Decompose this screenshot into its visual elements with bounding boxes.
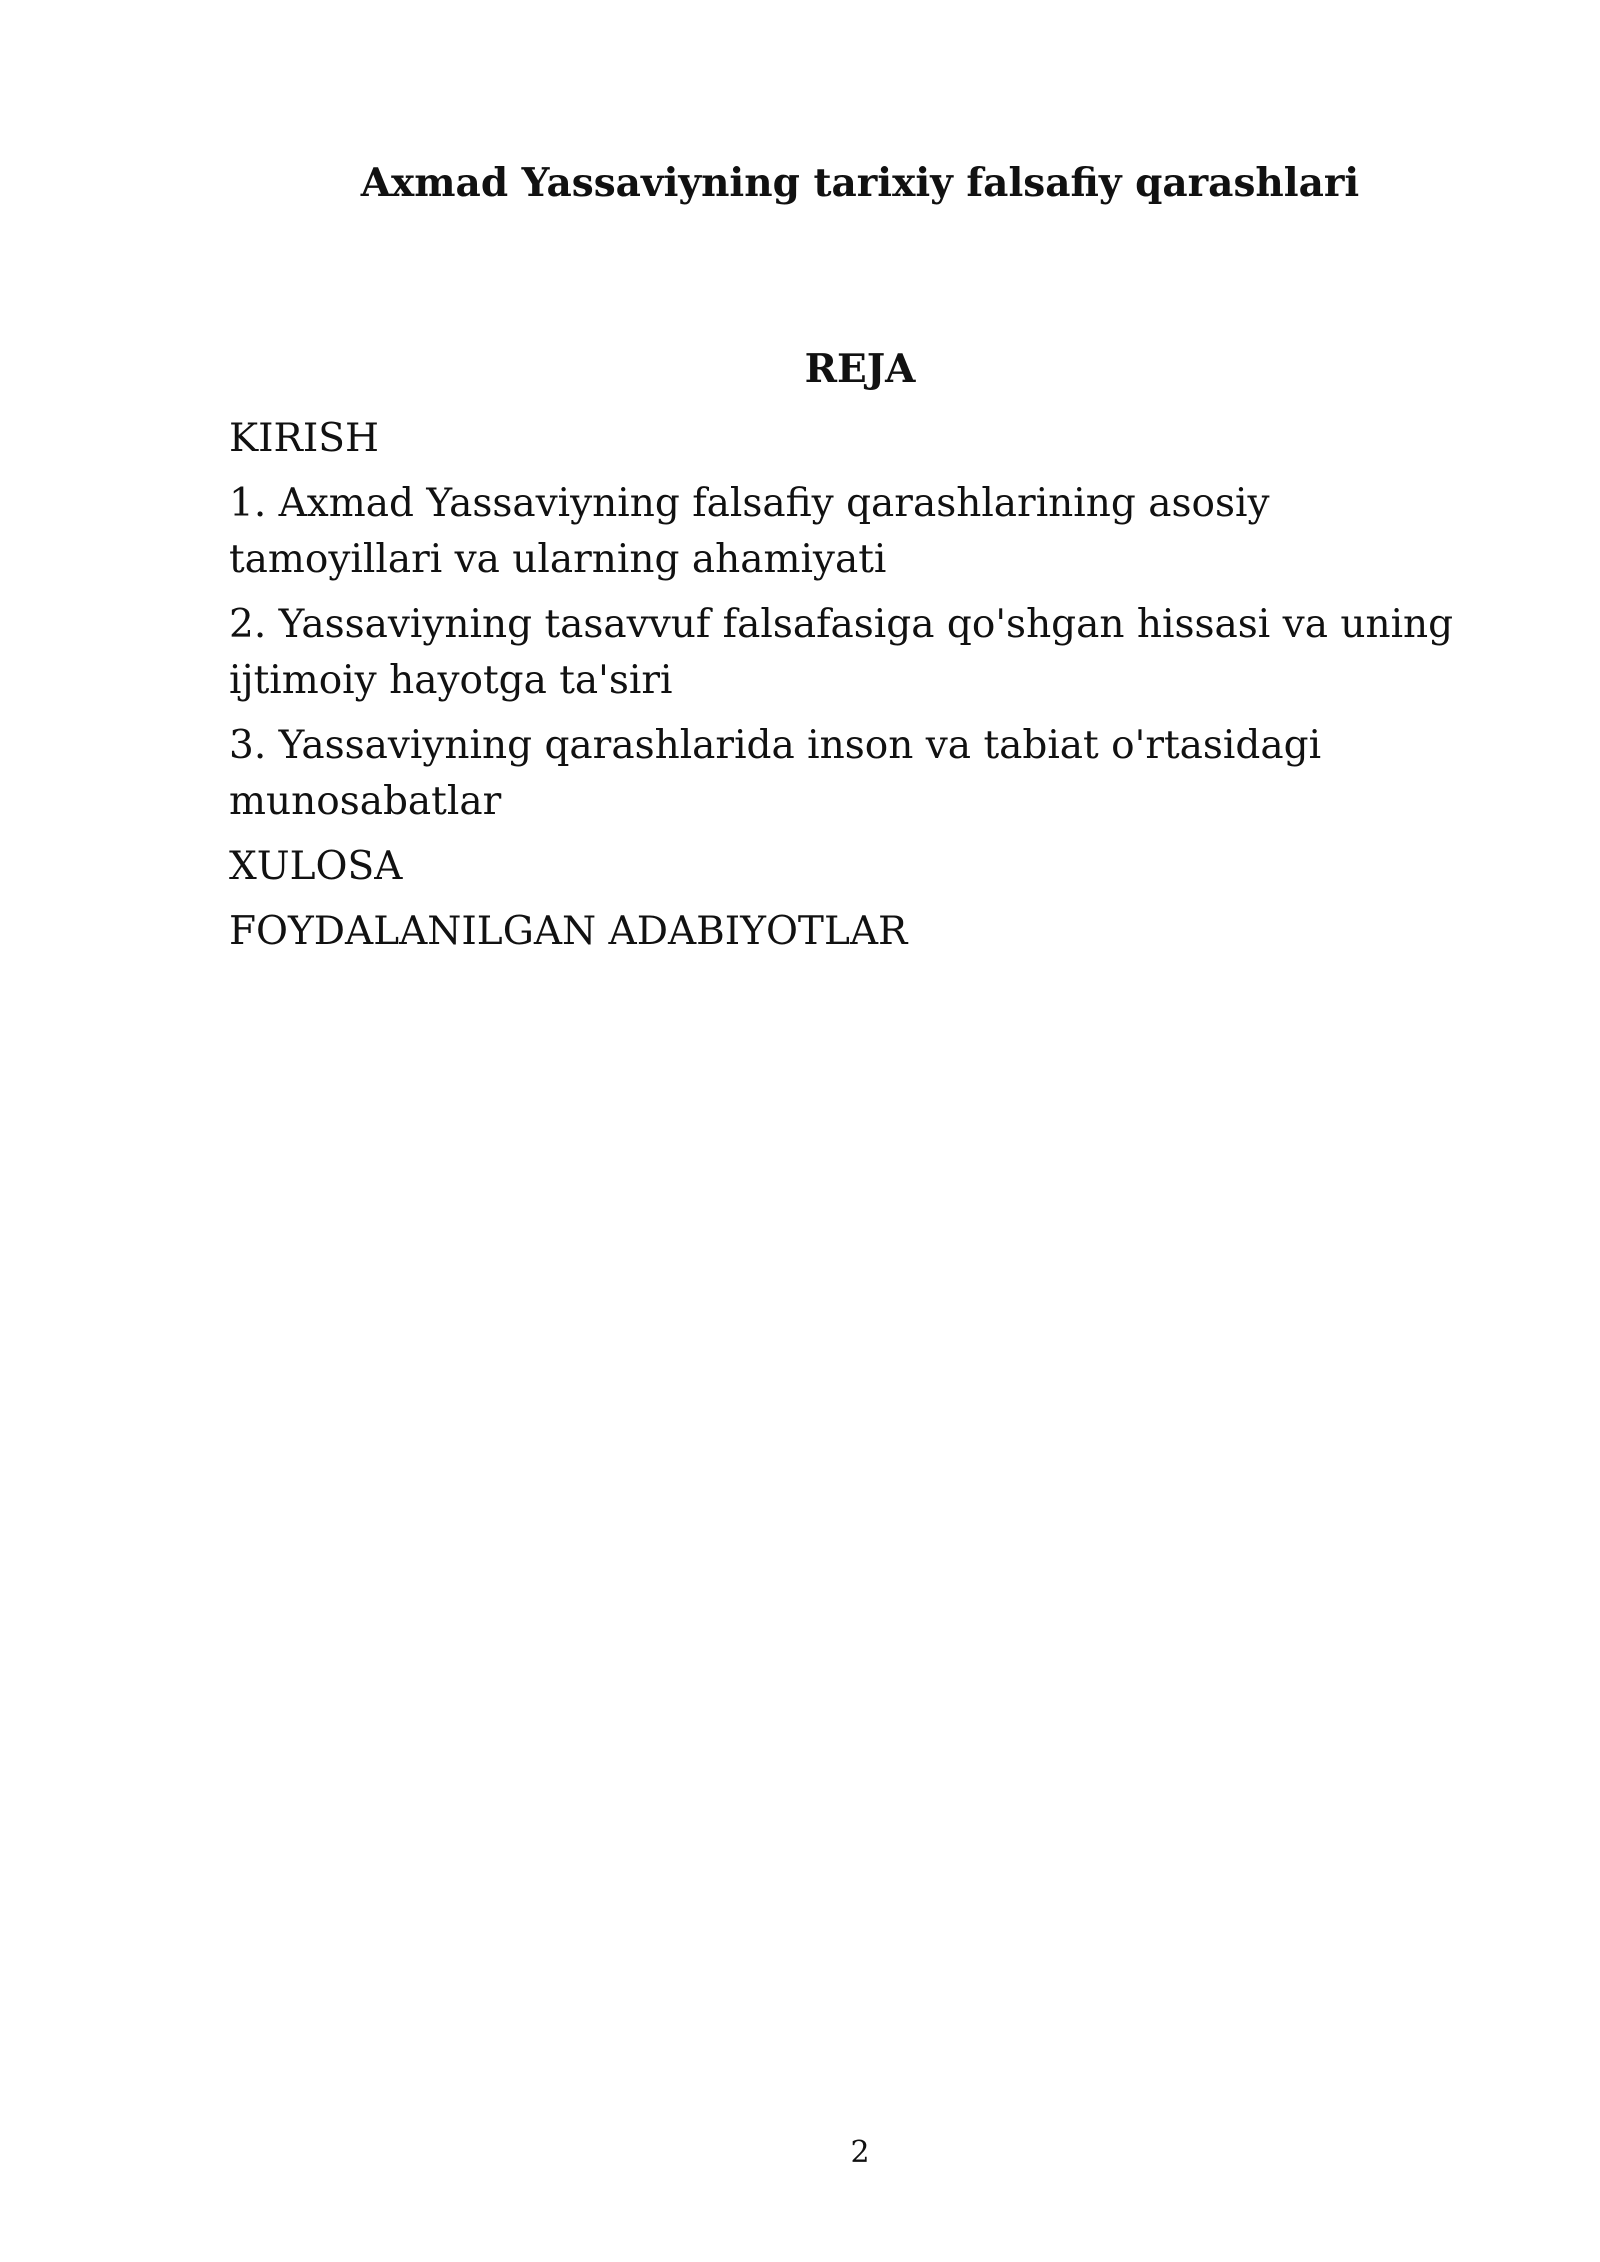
document-title: Axmad Yassaviyning tarixiy falsafiy qarashlari [360,160,1360,206]
plan-item-introduction: KIRISH [229,416,380,461]
plan-item-2: 2. Yassaviyning tasavvuf falsafasiga qo'shgan hissasi va uning ijtimoiy hayotga ta'siri [229,602,1454,703]
plan-heading: REJA [804,346,916,392]
plan-item-conclusion: XULOSA [229,844,403,889]
plan-item-1: 1. Axmad Yassaviyning falsafiy qarashlarining asosiy tamoyillari va ularning ahamiyati [229,481,1270,582]
page-number: 2 [850,2135,870,2170]
plan-item-3: 3. Yassaviyning qarashlarida inson va tabiat o'rtasidagi munosabatlar [229,723,1322,824]
plan-list [229,411,1489,969]
plan-item-references: FOYDALANILGAN ADABIYOTLAR [229,909,908,954]
